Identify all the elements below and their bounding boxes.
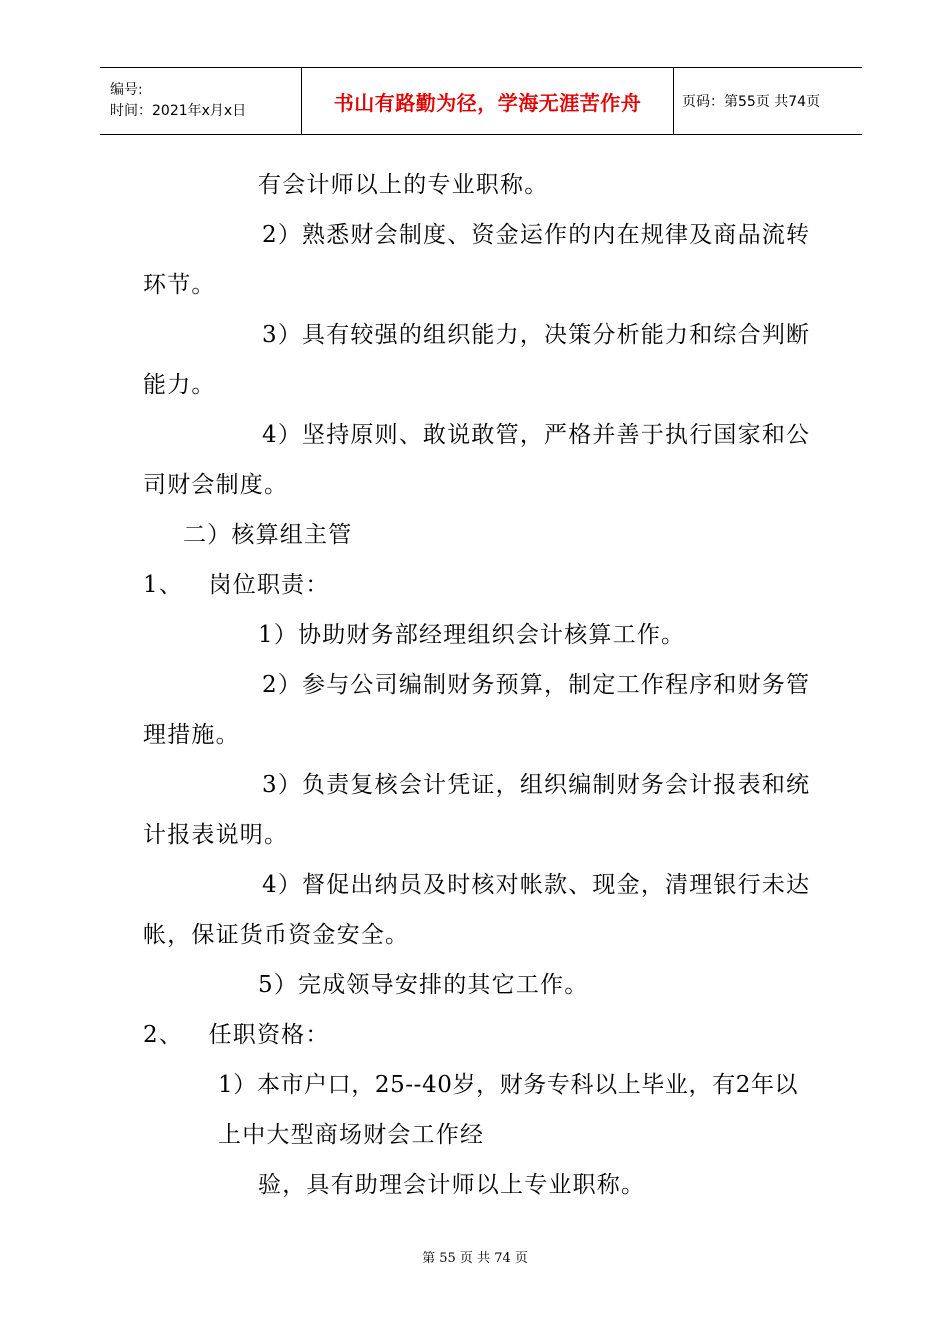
header-motto: 书山有路勤为径，学海无涯苦作舟 (333, 90, 642, 115)
header-motto-cell (301, 68, 674, 134)
body-line: 1）协助财务部经理组织会计核算工作。 (258, 622, 686, 648)
body-line: 5）完成领导安排的其它工作。 (258, 972, 589, 998)
body-line: 环节。 (143, 272, 216, 298)
body-line: 上中大型商场财会工作经 (218, 1122, 485, 1148)
body-line: 帐，保证货币资金安全。 (143, 922, 410, 948)
body-line: 司财会制度。 (143, 472, 289, 498)
body-line: 4）督促出纳员及时核对帐款、现金，清理银行未达 (262, 872, 811, 898)
body-line: 3）负责复核会计凭证，组织编制财务会计报表和统 (262, 772, 811, 798)
section-heading: 二）核算组主管 (183, 522, 353, 548)
body-line: 能力。 (143, 372, 216, 398)
body-line: 1）本市户口，25--40岁，财务专科以上毕业，有2年以 (218, 1072, 799, 1098)
document-number-label: 编号: (110, 82, 143, 98)
body-line: 4）坚持原则、敢说敢管，严格并善于执行国家和公 (262, 422, 811, 448)
page-header (100, 67, 862, 135)
header-page-info-cell (674, 68, 862, 134)
body-line: 2）熟悉财会制度、资金运作的内在规律及商品流转 (262, 222, 811, 248)
header-page-info: 页码：第55页 共74页 (682, 94, 821, 110)
body-line: 2）参与公司编制财务预算，制定工作程序和财务管 (262, 672, 811, 698)
subsection-heading: 1、 岗位职责： (143, 572, 330, 598)
document-time: 时间：2021年x月x日 (110, 103, 247, 119)
body-line: 有会计师以上的专业职称。 (258, 172, 549, 198)
subsection-heading: 2、 任职资格： (143, 1022, 330, 1048)
header-meta (100, 68, 301, 134)
body-line: 3）具有较强的组织能力，决策分析能力和综合判断 (262, 322, 811, 348)
body-line: 计报表说明。 (143, 822, 289, 848)
body-line: 验，具有助理会计师以上专业职称。 (258, 1172, 646, 1198)
page-footer: 第 55 页 共 74 页 (422, 1251, 528, 1266)
body-line: 理措施。 (143, 722, 240, 748)
